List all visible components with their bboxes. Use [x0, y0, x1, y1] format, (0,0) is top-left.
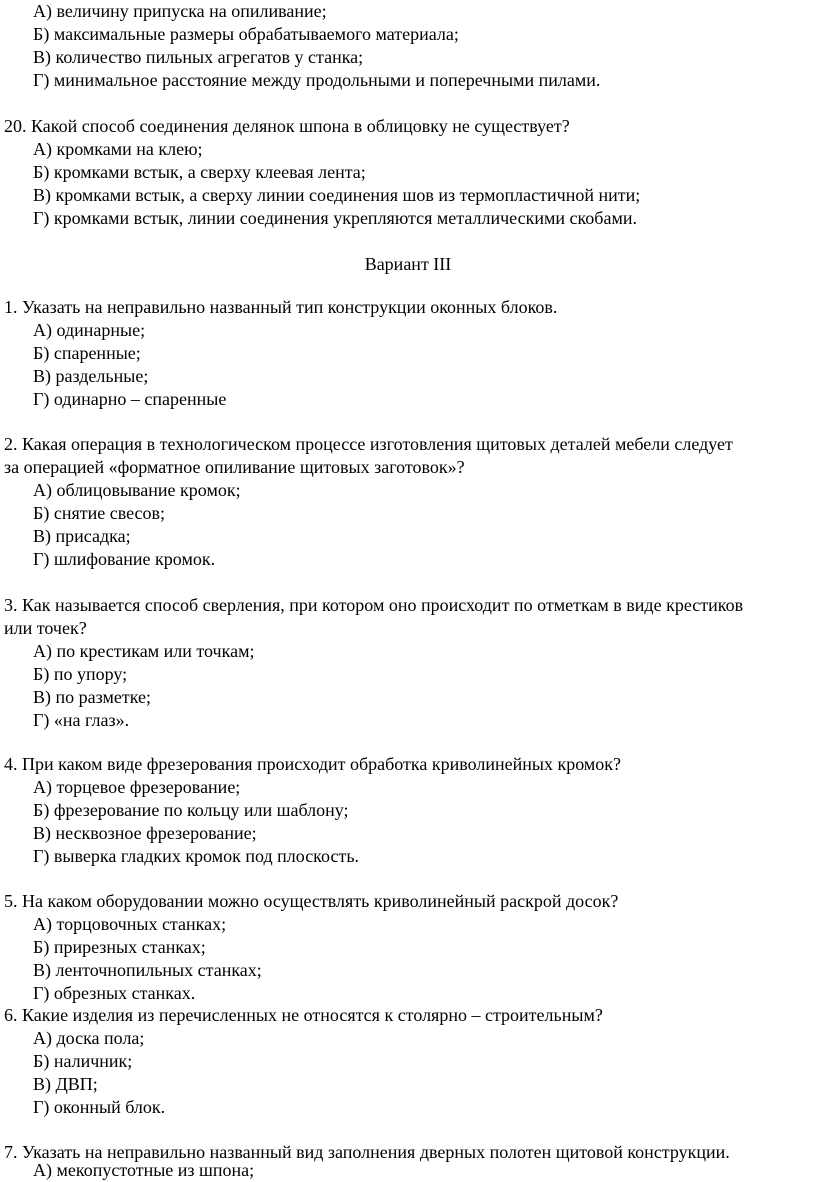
- question-4-option-b: Б) фрезерование по кольцу или шаблону;: [33, 800, 349, 820]
- question-3-option-c: В) по разметке;: [33, 687, 152, 707]
- question-5-text: 5. На каком оборудовании можно осуществлять криволинейный раскрой досок?: [4, 891, 619, 911]
- question-6-option-b: Б) наличник;: [33, 1051, 133, 1071]
- q20-option-c: В) кромками встык, а сверху линии соединения шов из термопластичной нити;: [33, 185, 641, 205]
- question-6-option-d: Г) оконный блок.: [33, 1097, 166, 1117]
- question-6-option-c: В) ДВП;: [33, 1074, 98, 1094]
- question-1-option-c: В) раздельные;: [33, 366, 149, 386]
- question-3-text-line-2: или точек?: [4, 618, 87, 638]
- question-6-text: 6. Какие изделия из перечисленных не относятся к столярно – строительным?: [4, 1005, 603, 1025]
- question-4-option-a: А) торцевое фрезерование;: [33, 777, 241, 797]
- question-4-text: 4. При каком виде фрезерования происходит обработка криволинейных кромок?: [4, 754, 622, 774]
- question-1-text: 1. Указать на неправильно названный тип конструкции оконных блоков.: [4, 297, 558, 317]
- question-1-option-d: Г) одинарно – спаренные: [33, 389, 227, 409]
- q20-option-a: А) кромками на клею;: [33, 139, 203, 159]
- question-2-option-d: Г) шлифование кромок.: [33, 549, 216, 569]
- question-2-option-a: А) облицовывание кромок;: [33, 480, 241, 500]
- question-4-option-d: Г) выверка гладких кромок под плоскость.: [33, 846, 360, 866]
- question-5-option-b: Б) прирезных станках;: [33, 937, 206, 957]
- question-4-option-c: В) несквозное фрезерование;: [33, 823, 257, 843]
- question-5-option-d: Г) обрезных станках.: [33, 983, 196, 1003]
- question-2-text-line-2: за операцией «форматное опиливание щитовых заготовок»?: [4, 457, 465, 477]
- q20-option-d: Г) кромками встык, линии соединения укрепляются металлическими скобами.: [33, 208, 637, 228]
- q19-option-a: А) величину припуска на опиливание;: [33, 1, 327, 21]
- q19-option-c: В) количество пильных агрегатов у станка;: [33, 47, 364, 67]
- question-1-option-b: Б) спаренные;: [33, 343, 141, 363]
- variant-title: Вариант III: [364, 254, 452, 274]
- question-2-option-b: Б) снятие свесов;: [33, 503, 166, 523]
- q19-option-d: Г) минимальное расстояние между продольными и поперечными пилами.: [33, 70, 601, 90]
- question-5-option-c: В) ленточнопильных станках;: [33, 960, 262, 980]
- question-3-option-d: Г) «на глаз».: [33, 710, 130, 730]
- q20-option-b: Б) кромками встык, а сверху клеевая лента;: [33, 162, 366, 182]
- question-2-option-c: В) присадка;: [33, 526, 131, 546]
- question-3-text-line-1: 3. Как называется способ сверления, при котором оно происходит по отметкам в виде крестиков: [4, 595, 744, 615]
- question-2-text-line-1: 2. Какая операция в технологическом процессе изготовления щитовых деталей мебели следует: [4, 434, 733, 454]
- question-5-option-a: А) торцовочных станках;: [33, 914, 227, 934]
- question-3-option-a: А) по крестикам или точкам;: [33, 641, 255, 661]
- question-7-option-a: А) мекопустотные из шпона;: [33, 1160, 255, 1180]
- question-6-option-a: А) доска пола;: [33, 1028, 145, 1048]
- q19-option-b: Б) максимальные размеры обрабатываемого материала;: [33, 24, 459, 44]
- question-1-option-a: А) одинарные;: [33, 320, 146, 340]
- question-3-option-b: Б) по упору;: [33, 664, 128, 684]
- question-7-text: 7. Указать на неправильно названный вид заполнения дверных полотен щитовой конструкции.: [4, 1142, 730, 1162]
- q20-text: 20. Какой способ соединения делянок шпона в облицовку не существует?: [4, 116, 570, 136]
